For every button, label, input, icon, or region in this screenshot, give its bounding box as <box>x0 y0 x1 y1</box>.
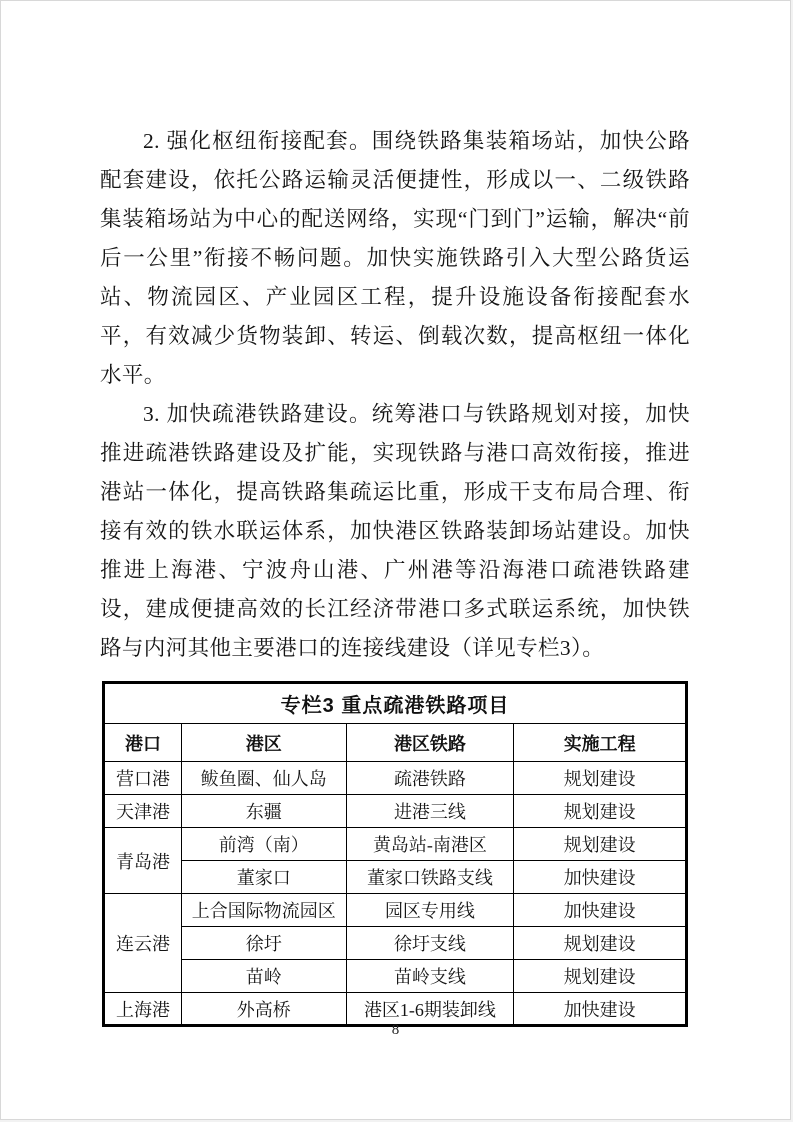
cell-status: 规划建设 <box>514 795 687 828</box>
paragraph-hub-connectivity: 2. 强化枢纽衔接配套。围绕铁路集装箱场站，加快公路配套建设，依托公路运输灵活便捷性，形成以一、二级铁路集装箱场站为中心的配送网络，实现“门到门”运输，解决“前后一公里”衔接不畅问题。加快实施铁路引入大型公路货运站、物流园区、产业园区工程，提升设施设备衔接配套水平，有效减少货物装卸、转运、倒载次数，提高枢纽一体化水平。 <box>100 129 690 387</box>
cell-status: 规划建设 <box>514 762 687 795</box>
paragraph-port-railway: 3. 加快疏港铁路建设。统筹港口与铁路规划对接，加快推进疏港铁路建设及扩能，实现铁路与港口高效衔接，推进港站一体化，提高铁路集疏运比重，形成干支布局合理、衔接有效的铁水联运体系，加快港区铁路装卸场站建设。加快推进上海港、宁波舟山港、广州港等沿海港口疏港铁路建设，建成便捷高效的长江经济带港口多式联运系统，加快铁路与内河其他主要港口的连接线建设（详见专栏3）。 <box>100 402 690 660</box>
cell-area: 鲅鱼圈、仙人岛 <box>182 762 346 795</box>
cell-status: 规划建设 <box>514 960 687 993</box>
cell-status: 规划建设 <box>514 927 687 960</box>
cell-port: 青岛港 <box>104 828 182 894</box>
cell-railway: 进港三线 <box>346 795 514 828</box>
cell-railway: 苗岭支线 <box>346 960 514 993</box>
column-header-port: 港口 <box>104 724 182 762</box>
port-railway-projects-table <box>102 681 688 1027</box>
table-row <box>104 828 687 861</box>
cell-railway: 疏港铁路 <box>346 762 514 795</box>
table-row <box>104 861 687 894</box>
cell-area: 董家口 <box>182 861 346 894</box>
cell-status: 加快建设 <box>514 993 687 1026</box>
column-header-area: 港区 <box>182 724 346 762</box>
cell-railway: 港区1-6期装卸线 <box>346 993 514 1026</box>
cell-area: 上合国际物流园区 <box>182 894 346 927</box>
column-header-status: 实施工程 <box>514 724 687 762</box>
cell-area: 东疆 <box>182 795 346 828</box>
cell-area: 徐圩 <box>182 927 346 960</box>
page-number: 8 <box>391 1022 400 1038</box>
table-row <box>104 927 687 960</box>
cell-railway: 园区专用线 <box>346 894 514 927</box>
cell-status: 规划建设 <box>514 828 687 861</box>
cell-status: 加快建设 <box>514 894 687 927</box>
cell-area: 前湾（南） <box>182 828 346 861</box>
table-title-row <box>104 683 687 724</box>
table-row <box>104 960 687 993</box>
cell-port: 上海港 <box>104 993 182 1026</box>
cell-area: 外高桥 <box>182 993 346 1026</box>
table-title: 专栏3 重点疏港铁路项目 <box>104 683 687 724</box>
cell-port: 营口港 <box>104 762 182 795</box>
cell-railway: 董家口铁路支线 <box>346 861 514 894</box>
table-header-row <box>104 724 687 762</box>
column-header-railway: 港区铁路 <box>346 724 514 762</box>
cell-railway: 黄岛站-南港区 <box>346 828 514 861</box>
cell-port: 天津港 <box>104 795 182 828</box>
cell-area: 苗岭 <box>182 960 346 993</box>
cell-railway: 徐圩支线 <box>346 927 514 960</box>
table-row <box>104 993 687 1026</box>
table-row <box>104 795 687 828</box>
table-row <box>104 762 687 795</box>
cell-port: 连云港 <box>104 894 182 993</box>
body-text <box>100 122 690 1027</box>
cell-status: 加快建设 <box>514 861 687 894</box>
table-row <box>104 894 687 927</box>
